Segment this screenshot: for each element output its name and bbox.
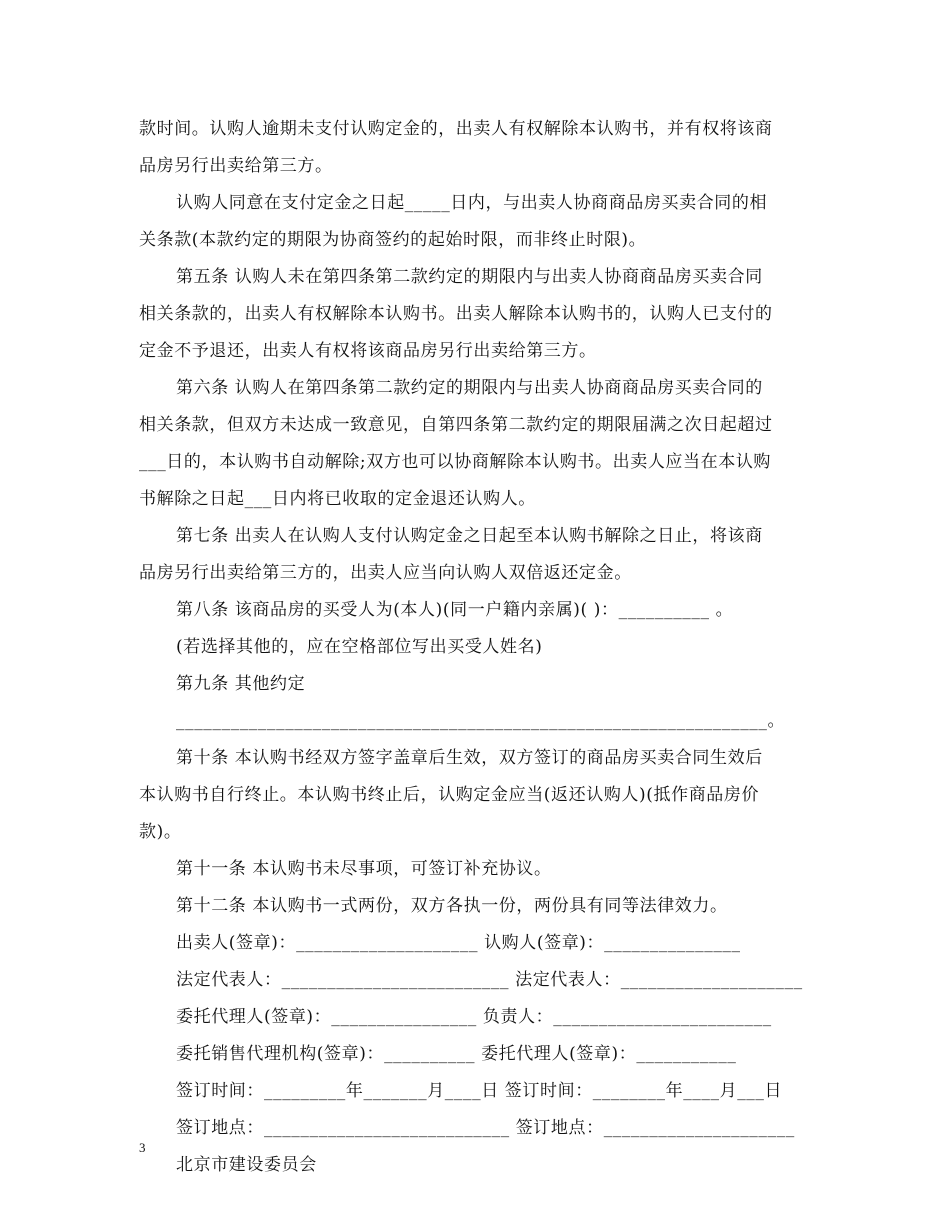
article-12: 第十二条 本认购书一式两份，双方各执一份，两份具有同等法律效力。: [176, 896, 728, 916]
text-line: 款时间。认购人逾期未支付认购定金的，出卖人有权解除本认购书，并有权将该商: [139, 119, 773, 139]
text-line: 本认购书自行终止。本认购书终止后，认购定金应当(返还认购人)(抵作商品房价: [139, 785, 760, 805]
signature-line: 出卖人(签章)：____________________ 认购人(签章)：_______________: [176, 933, 741, 953]
date-line: 签订时间：_________年_______月____日 签订时间：________年____月___日: [176, 1081, 783, 1101]
article-6: 第六条 认购人在第四条第二款约定的期限内与出卖人协商商品房买卖合同的: [176, 378, 763, 398]
article-7: 第七条 出卖人在认购人支付认购定金之日起至本认购书解除之日止，将该商: [176, 526, 763, 546]
text-line: 关条款(本款约定的期限为协商签约的起始时限，而非终止时限)。: [139, 230, 647, 250]
text-line: (若选择其他的，应在空格部位写出买受人姓名): [176, 637, 543, 657]
text-line: ___日的，本认购书自动解除;双方也可以协商解除本认购书。出卖人应当在本认购: [139, 452, 772, 472]
article-5: 第五条 认购人未在第四条第二款约定的期限内与出卖人协商商品房买卖合同: [176, 267, 763, 287]
text-line: 书解除之日起___日内将已收取的定金退还认购人。: [139, 489, 536, 509]
blank-line: _________________________________________________________________。: [176, 711, 786, 731]
text-line: 相关条款，但双方未达成一致意见，自第四条第二款约定的期限届满之次日起超过: [139, 415, 773, 435]
place-line: 签订地点：___________________________ 签订地点：_____________________: [176, 1118, 795, 1138]
article-9: 第九条 其他约定: [176, 674, 306, 694]
text-line: 品房另行出卖给第三方。: [139, 156, 333, 176]
text-line: 款)。: [139, 822, 182, 842]
text-line: 相关条款的，出卖人有权解除本认购书。出卖人解除本认购书的，认购人已支付的: [139, 304, 773, 324]
signature-line: 委托销售代理机构(签章)：__________ 委托代理人(签章)：___________: [176, 1044, 737, 1064]
signature-line: 法定代表人：_________________________ 法定代表人：____________________: [176, 970, 803, 990]
text-line: 品房另行出卖给第三方的，出卖人应当向认购人双倍返还定金。: [139, 563, 632, 583]
page-number: 3: [139, 1140, 146, 1155]
issuer-line: 北京市建设委员会: [176, 1155, 317, 1175]
text-line: 认购人同意在支付定金之日起_____日内，与出卖人协商商品房买卖合同的相: [176, 193, 768, 213]
text-line: 定金不予退还，出卖人有权将该商品房另行出卖给第三方。: [139, 341, 597, 361]
article-10: 第十条 本认购书经双方签字盖章后生效，双方签订的商品房买卖合同生效后: [176, 748, 763, 768]
article-11: 第十一条 本认购书未尽事项，可签订补充协议。: [176, 859, 552, 879]
article-8: 第八条 该商品房的买受人为(本人)(同一户籍内亲属)( )：__________ 。: [176, 600, 734, 620]
signature-line: 委托代理人(签章)：________________ 负责人：________________________: [176, 1007, 772, 1027]
